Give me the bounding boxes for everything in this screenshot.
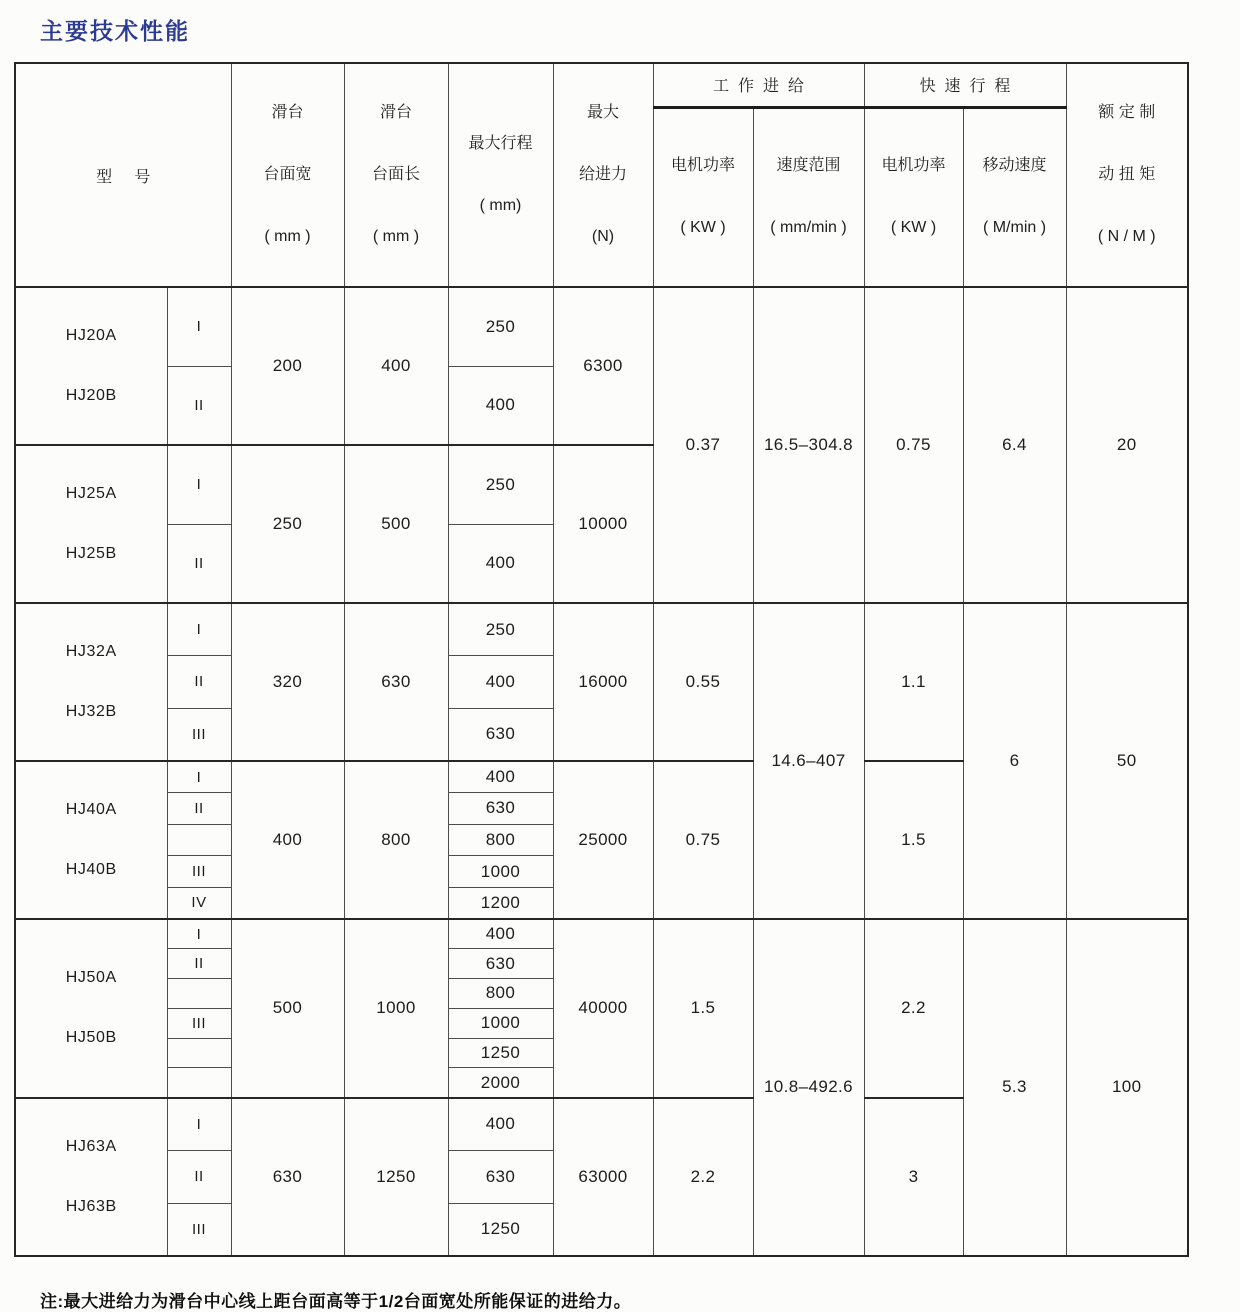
cell-variant xyxy=(167,824,231,856)
cell-table-length: 500 xyxy=(344,445,448,603)
model-line: HJ32B xyxy=(65,703,117,720)
header-line: ( N / M ) xyxy=(1097,228,1156,245)
col-header-rapid-motor xyxy=(864,107,963,287)
cell-table-length: 630 xyxy=(344,603,448,761)
cell-rapid-power: 2.2 xyxy=(864,919,963,1098)
cell-rapid-speed: 6 xyxy=(963,603,1066,919)
header-line: ( KW ) xyxy=(890,219,937,237)
header-line: 移动速度 xyxy=(982,157,1047,175)
model-line: HJ20B xyxy=(65,387,117,404)
group-header-work-feed: 工 作 进 给 xyxy=(653,63,864,107)
cell-table-width: 500 xyxy=(231,919,344,1098)
cell-workfeed-power: 0.55 xyxy=(653,603,753,761)
group-header-rapid-traverse: 快 速 行 程 xyxy=(864,63,1066,107)
cell-stroke: 800 xyxy=(448,979,553,1009)
cell-table-width: 630 xyxy=(231,1098,344,1256)
cell-force: 6300 xyxy=(553,287,653,445)
col-header-model: 型 号 xyxy=(15,63,231,287)
cell-model xyxy=(15,445,167,603)
cell-variant: I xyxy=(167,287,231,366)
model-line: HJ40A xyxy=(65,801,117,818)
cell-table-length: 1250 xyxy=(344,1098,448,1256)
cell-workfeed-power: 0.37 xyxy=(653,287,753,603)
col-header-work-speed xyxy=(753,107,864,287)
header-line: 动 扭 矩 xyxy=(1098,166,1156,183)
cell-rapid-speed: 5.3 xyxy=(963,919,1066,1256)
cell-model xyxy=(15,919,167,1098)
model-line: HJ32A xyxy=(65,643,117,660)
header-line: (N) xyxy=(591,228,615,245)
cell-table-width: 200 xyxy=(231,287,344,445)
cell-table-length: 400 xyxy=(344,287,448,445)
cell-stroke: 250 xyxy=(448,603,553,656)
cell-stroke: 2000 xyxy=(448,1068,553,1098)
cell-force: 63000 xyxy=(553,1098,653,1256)
header-line: 滑台 xyxy=(271,104,304,121)
cell-stroke: 1250 xyxy=(448,1038,553,1068)
header-line: 速度范围 xyxy=(776,157,841,175)
header-line: 电机功率 xyxy=(670,157,735,175)
model-line: HJ25A xyxy=(65,485,117,502)
cell-variant: II xyxy=(167,949,231,979)
cell-variant xyxy=(167,1068,231,1098)
model-line: HJ50A xyxy=(65,969,117,987)
cell-variant: II xyxy=(167,793,231,825)
page xyxy=(0,13,1240,1311)
cell-rapid-power: 1.5 xyxy=(864,761,963,919)
header-line: 台面长 xyxy=(371,166,420,183)
cell-force: 25000 xyxy=(553,761,653,919)
cell-variant: II xyxy=(167,656,231,709)
cell-variant: I xyxy=(167,603,231,656)
cell-stroke: 800 xyxy=(448,824,553,856)
cell-stroke: 250 xyxy=(448,287,553,366)
cell-rapid-power: 0.75 xyxy=(864,287,963,603)
spec-table xyxy=(14,62,1189,1257)
header-line: 滑台 xyxy=(379,104,412,121)
cell-stroke: 1000 xyxy=(448,856,553,888)
cell-variant: III xyxy=(167,708,231,761)
header-line: 额 定 制 xyxy=(1098,104,1156,121)
cell-variant: I xyxy=(167,761,231,793)
cell-model xyxy=(15,761,167,919)
col-header-stroke xyxy=(448,63,553,287)
cell-workfeed-power: 0.75 xyxy=(653,761,753,919)
cell-model xyxy=(15,1098,167,1256)
header-line: 电机功率 xyxy=(881,157,946,175)
cell-workfeed-power: 1.5 xyxy=(653,919,753,1098)
cell-variant: III xyxy=(167,1203,231,1256)
cell-stroke: 400 xyxy=(448,366,553,445)
model-line: HJ50B xyxy=(65,1029,117,1047)
cell-model xyxy=(15,287,167,445)
model-line: HJ20A xyxy=(65,327,117,344)
cell-variant xyxy=(167,1038,231,1068)
page-title: 主要技术性能 xyxy=(40,18,190,44)
cell-variant: I xyxy=(167,445,231,524)
cell-stroke: 630 xyxy=(448,949,553,979)
cell-workfeed-power: 2.2 xyxy=(653,1098,753,1256)
cell-table-width: 250 xyxy=(231,445,344,603)
model-line: HJ25B xyxy=(65,545,117,562)
header-line: 最大 xyxy=(586,104,619,121)
cell-force: 40000 xyxy=(553,919,653,1098)
cell-table-length: 1000 xyxy=(344,919,448,1098)
cell-variant: III xyxy=(167,1008,231,1038)
cell-stroke: 630 xyxy=(448,708,553,761)
cell-stroke: 630 xyxy=(448,1150,553,1203)
col-header-torque xyxy=(1066,63,1188,287)
header-line: ( mm ) xyxy=(372,228,420,245)
cell-torque: 100 xyxy=(1066,919,1188,1256)
header-line: ( KW ) xyxy=(680,219,726,237)
col-header-table-length xyxy=(344,63,448,287)
cell-stroke: 400 xyxy=(448,919,553,949)
cell-rapid-power: 1.1 xyxy=(864,603,963,761)
cell-stroke: 1200 xyxy=(448,887,553,919)
header-line: ( mm/min ) xyxy=(770,219,847,237)
header-line: ( mm) xyxy=(479,197,522,214)
cell-rapid-speed: 6.4 xyxy=(963,287,1066,603)
cell-torque: 20 xyxy=(1066,287,1188,603)
footnote: 注:最大进给力为滑台中心线上距台面高等于1/2台面宽处所能保证的进给力。 xyxy=(40,1291,632,1311)
model-line: HJ63B xyxy=(65,1197,117,1215)
cell-variant: II xyxy=(167,366,231,445)
cell-variant: III xyxy=(167,856,231,888)
cell-stroke: 250 xyxy=(448,445,553,524)
cell-table-width: 320 xyxy=(231,603,344,761)
cell-variant: II xyxy=(167,524,231,603)
col-header-work-motor xyxy=(653,107,753,287)
cell-stroke: 400 xyxy=(448,524,553,603)
cell-table-length: 800 xyxy=(344,761,448,919)
header-line: 给进力 xyxy=(578,166,627,183)
cell-table-width: 400 xyxy=(231,761,344,919)
cell-stroke: 400 xyxy=(448,656,553,709)
cell-force: 10000 xyxy=(553,445,653,603)
cell-force: 16000 xyxy=(553,603,653,761)
model-line: HJ63A xyxy=(65,1137,117,1155)
cell-variant xyxy=(167,979,231,1009)
cell-variant: I xyxy=(167,919,231,949)
col-header-force xyxy=(553,63,653,287)
cell-torque: 50 xyxy=(1066,603,1188,919)
cell-workfeed-speed: 16.5–304.8 xyxy=(753,287,864,603)
cell-variant: II xyxy=(167,1150,231,1203)
cell-variant: I xyxy=(167,1098,231,1151)
col-header-rapid-speed xyxy=(963,107,1066,287)
cell-stroke: 400 xyxy=(448,1098,553,1151)
cell-stroke: 400 xyxy=(448,761,553,793)
model-line: HJ40B xyxy=(65,861,117,878)
cell-stroke: 1250 xyxy=(448,1203,553,1256)
cell-variant: IV xyxy=(167,887,231,919)
header-line: ( mm ) xyxy=(264,228,311,245)
header-line: 最大行程 xyxy=(468,135,533,152)
cell-workfeed-speed: 10.8–492.6 xyxy=(753,919,864,1256)
cell-workfeed-speed: 14.6–407 xyxy=(753,603,864,919)
header-line: ( M/min ) xyxy=(982,219,1047,237)
cell-stroke: 630 xyxy=(448,793,553,825)
cell-stroke: 1000 xyxy=(448,1008,553,1038)
col-header-table-width xyxy=(231,63,344,287)
cell-rapid-power: 3 xyxy=(864,1098,963,1256)
header-line: 台面宽 xyxy=(263,166,312,183)
cell-model xyxy=(15,603,167,761)
